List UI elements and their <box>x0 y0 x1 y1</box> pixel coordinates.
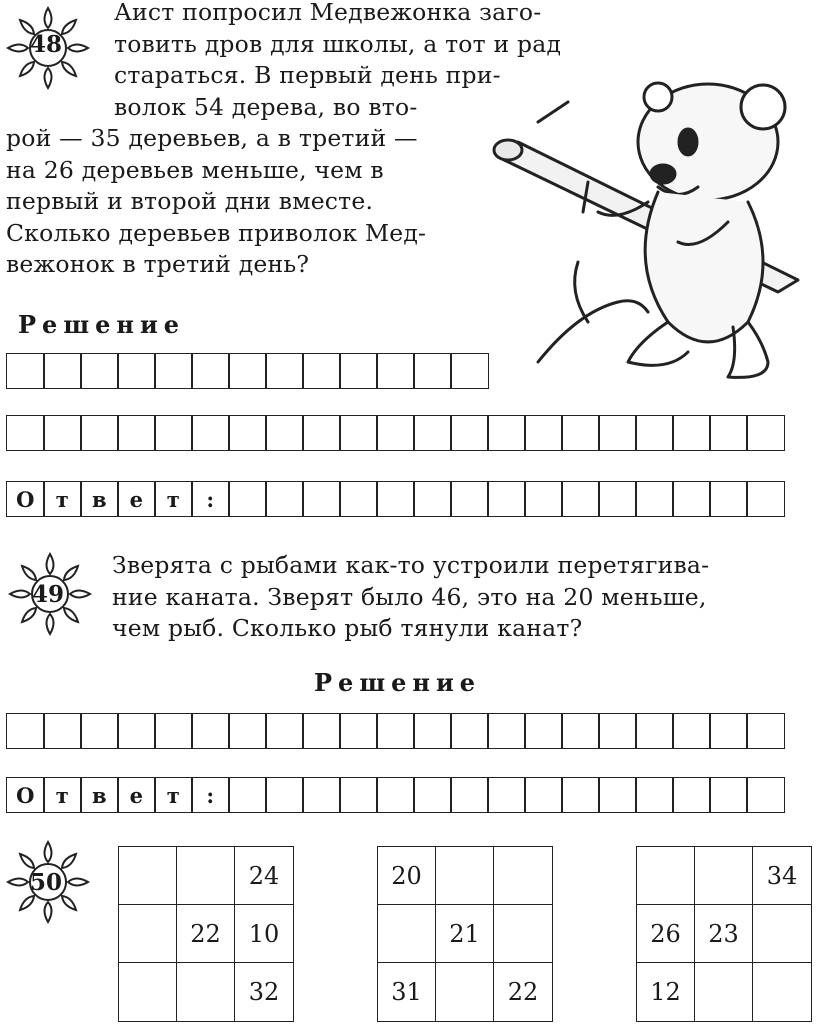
magic-square-2 <box>377 846 553 1022</box>
grid-cell[interactable] <box>117 415 156 451</box>
grid-cell[interactable] <box>228 353 267 389</box>
square-cell[interactable] <box>494 847 552 905</box>
grid-cell[interactable] <box>6 353 45 389</box>
grid-cell[interactable] <box>265 353 304 389</box>
square-cell[interactable]: 12 <box>637 963 695 1021</box>
grid-cell[interactable] <box>339 777 378 813</box>
problem-48-badge <box>0 0 96 96</box>
problem-50-badge <box>0 834 96 930</box>
grid-cell[interactable] <box>376 777 415 813</box>
grid-cell[interactable] <box>487 777 526 813</box>
square-cell[interactable] <box>436 963 494 1021</box>
grid-cell[interactable] <box>339 481 378 517</box>
square-cell[interactable] <box>494 905 552 963</box>
square-cell[interactable] <box>177 963 235 1021</box>
grid-cell[interactable] <box>746 415 785 451</box>
solution-grid-row[interactable] <box>6 415 783 451</box>
square-cell[interactable] <box>119 905 177 963</box>
square-cell[interactable]: 26 <box>637 905 695 963</box>
square-cell[interactable] <box>695 847 753 905</box>
square-cell[interactable] <box>753 905 811 963</box>
grid-cell[interactable] <box>672 481 711 517</box>
grid-cell[interactable] <box>302 777 341 813</box>
square-cell[interactable]: 31 <box>378 963 436 1021</box>
problem-number: 49 <box>31 580 64 608</box>
square-cell[interactable] <box>119 847 177 905</box>
grid-cell[interactable] <box>376 415 415 451</box>
square-cell[interactable]: 10 <box>235 905 293 963</box>
grid-cell[interactable] <box>43 353 82 389</box>
grid-cell[interactable] <box>746 481 785 517</box>
grid-cell[interactable] <box>672 713 711 749</box>
square-cell[interactable] <box>177 847 235 905</box>
grid-cell[interactable] <box>302 353 341 389</box>
solution-label: Решение <box>18 310 186 339</box>
grid-cell[interactable] <box>709 481 748 517</box>
magic-square-1 <box>118 846 294 1022</box>
bear-carrying-log-icon <box>478 62 808 392</box>
text-line: чем рыб. Сколько рыб тянули канат? <box>112 614 583 642</box>
square-cell[interactable]: 32 <box>248 978 280 1006</box>
grid-cell[interactable] <box>376 481 415 517</box>
grid-cell[interactable] <box>339 713 378 749</box>
answer-label-char: в <box>80 481 119 517</box>
grid-cell[interactable] <box>746 713 785 749</box>
grid-cell[interactable] <box>191 353 230 389</box>
square-cell[interactable]: 22 <box>507 978 539 1006</box>
grid-cell[interactable] <box>265 481 304 517</box>
answer-label-char: е <box>117 777 156 813</box>
answer-label-char: в <box>80 777 119 813</box>
grid-cell[interactable] <box>709 777 748 813</box>
answer-label-char: т <box>154 481 193 517</box>
square-cell[interactable] <box>119 963 177 1021</box>
text-line: волок 54 дерева, во вто- <box>114 92 418 121</box>
grid-cell[interactable] <box>561 713 600 749</box>
problem-49-badge <box>2 546 98 642</box>
answer-label-char: е <box>117 481 156 517</box>
grid-cell[interactable] <box>709 415 748 451</box>
answer-label-char: т <box>154 777 193 813</box>
grid-cell[interactable] <box>635 415 674 451</box>
square-cell[interactable] <box>378 905 436 963</box>
grid-cell[interactable] <box>228 481 267 517</box>
text-line: Зверята с рыбами как-то устроили перетягива- <box>112 551 710 579</box>
problem-49-text <box>112 550 709 645</box>
grid-cell[interactable] <box>487 415 526 451</box>
grid-cell[interactable] <box>80 353 119 389</box>
grid-cell[interactable] <box>117 353 156 389</box>
problem-number: 50 <box>29 868 62 896</box>
text-line: Сколько деревьев приволок Мед- <box>6 218 427 247</box>
grid-cell[interactable] <box>450 777 489 813</box>
grid-cell[interactable] <box>117 713 156 749</box>
grid-cell[interactable] <box>561 481 600 517</box>
grid-cell[interactable] <box>339 353 378 389</box>
grid-cell[interactable] <box>43 713 82 749</box>
grid-cell[interactable] <box>413 481 452 517</box>
problem-number: 48 <box>29 30 62 58</box>
text-line: Аист попросил Медвежонка заго- <box>114 0 542 26</box>
grid-cell[interactable] <box>80 713 119 749</box>
grid-cell[interactable] <box>709 713 748 749</box>
magic-square-3 <box>636 846 812 1022</box>
grid-cell[interactable] <box>487 481 526 517</box>
grid-cell[interactable] <box>6 415 45 451</box>
grid-cell[interactable] <box>450 481 489 517</box>
text-line: первый и второй дни вместе. <box>6 187 374 215</box>
grid-cell[interactable] <box>154 713 193 749</box>
text-line: товить дров для школы, а тот и рад <box>114 29 562 58</box>
grid-cell[interactable] <box>265 713 304 749</box>
answer-label-char: : <box>191 481 230 517</box>
answer-grid-row[interactable] <box>6 481 783 517</box>
solution-grid-row[interactable] <box>6 713 783 749</box>
square-cell[interactable]: 34 <box>753 847 811 905</box>
grid-cell[interactable] <box>450 713 489 749</box>
grid-cell[interactable] <box>413 353 452 389</box>
grid-cell[interactable] <box>598 481 637 517</box>
answer-grid-row[interactable] <box>6 777 783 813</box>
grid-cell[interactable] <box>450 415 489 451</box>
grid-cell[interactable] <box>228 777 267 813</box>
grid-cell[interactable] <box>265 777 304 813</box>
grid-cell[interactable] <box>524 415 563 451</box>
solution-label: Решение <box>314 668 482 697</box>
grid-cell[interactable] <box>302 481 341 517</box>
square-cell[interactable]: 24 <box>235 847 293 905</box>
grid-cell[interactable] <box>450 353 489 389</box>
grid-cell[interactable] <box>598 713 637 749</box>
grid-cell[interactable] <box>413 713 452 749</box>
solution-grid-row[interactable] <box>6 353 487 389</box>
grid-cell[interactable] <box>635 777 674 813</box>
grid-cell[interactable] <box>228 713 267 749</box>
grid-cell[interactable] <box>302 713 341 749</box>
text-line: стараться. В первый день при- <box>114 61 501 89</box>
answer-label-char: : <box>191 777 230 813</box>
square-cell[interactable]: 21 <box>436 905 494 963</box>
square-cell[interactable] <box>695 963 753 1021</box>
grid-cell[interactable] <box>228 415 267 451</box>
grid-cell[interactable] <box>302 415 341 451</box>
answer-label-char: О <box>6 481 45 517</box>
grid-cell[interactable] <box>635 713 674 749</box>
grid-cell[interactable] <box>191 713 230 749</box>
square-cell[interactable] <box>753 963 811 1021</box>
grid-cell[interactable] <box>487 713 526 749</box>
grid-cell[interactable] <box>154 415 193 451</box>
problem-48-text-cont <box>6 123 426 281</box>
grid-cell[interactable] <box>413 777 452 813</box>
grid-cell[interactable] <box>413 415 452 451</box>
grid-cell[interactable] <box>80 415 119 451</box>
grid-cell[interactable] <box>265 415 304 451</box>
answer-label-char: т <box>43 777 82 813</box>
grid-cell[interactable] <box>339 415 378 451</box>
square-cell[interactable]: 20 <box>378 847 436 905</box>
text-line: вежонок в третий день? <box>6 250 310 278</box>
grid-cell[interactable] <box>524 713 563 749</box>
grid-cell[interactable] <box>154 353 193 389</box>
grid-cell[interactable] <box>598 415 637 451</box>
text-line: рой — 35 деревьев, а в третий — <box>6 124 418 152</box>
grid-cell[interactable] <box>746 777 785 813</box>
grid-cell[interactable] <box>524 481 563 517</box>
grid-cell[interactable] <box>524 777 563 813</box>
text-line: ние каната. Зверят было 46, это на 20 меньше, <box>112 582 707 611</box>
square-cell[interactable]: 23 <box>695 905 753 963</box>
square-cell[interactable] <box>436 847 494 905</box>
square-cell[interactable] <box>637 847 695 905</box>
grid-cell[interactable] <box>561 415 600 451</box>
grid-cell[interactable] <box>672 777 711 813</box>
grid-cell[interactable] <box>635 481 674 517</box>
grid-cell[interactable] <box>191 415 230 451</box>
square-cell[interactable]: 22 <box>177 905 235 963</box>
grid-cell[interactable] <box>561 777 600 813</box>
grid-cell[interactable] <box>598 777 637 813</box>
grid-cell[interactable] <box>376 713 415 749</box>
answer-label-char: т <box>43 481 82 517</box>
grid-cell[interactable] <box>6 713 45 749</box>
text-line: на 26 деревьев меньше, чем в <box>6 155 384 184</box>
grid-cell[interactable] <box>376 353 415 389</box>
answer-label-char: О <box>6 777 45 813</box>
grid-cell[interactable] <box>672 415 711 451</box>
grid-cell[interactable] <box>43 415 82 451</box>
